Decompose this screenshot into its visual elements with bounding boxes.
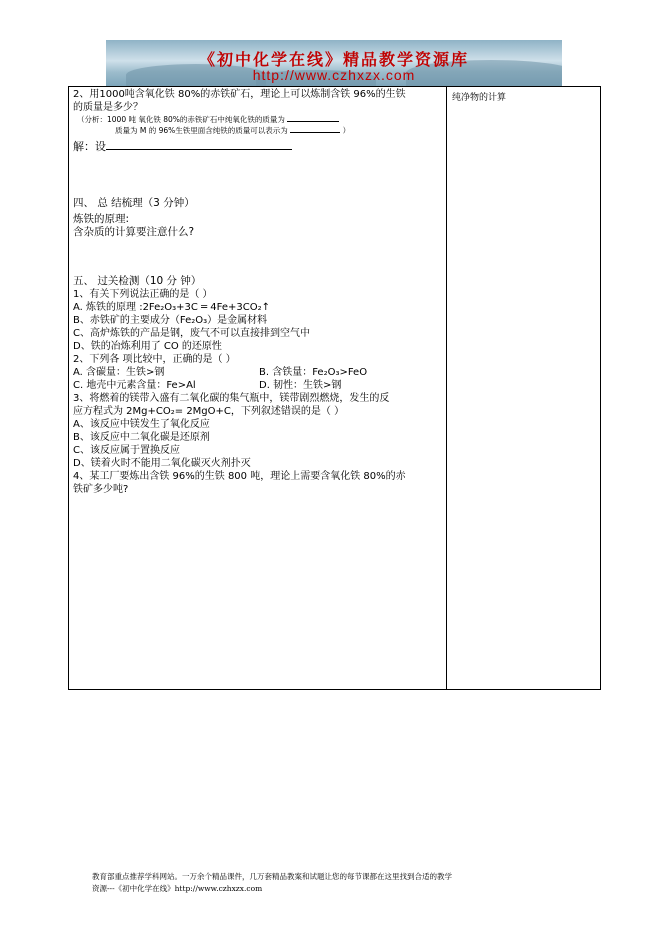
q2-line2: 的质量是多少？ [73, 102, 143, 113]
check-q3-option-b: B、该反应中二氧化碳是还原剂 [73, 432, 210, 443]
solve-text: 解：设 [73, 140, 106, 153]
check-q2: 2、下列各 项比较中，正确的是（ ） [73, 354, 236, 365]
check-heading: 五、 过关检测（10 分 钟） [73, 275, 202, 287]
q2-hint-line2 [73, 125, 443, 136]
hint2-text: 质量为 M 的 96%生铁里面含纯铁的质量可以表示为 [115, 126, 288, 135]
check-q2-option-d: D. 韧性：生铁>钢 [259, 380, 342, 391]
check-q2-row1 [73, 366, 443, 379]
check-q3-option-c: C、该反应属于置换反应 [73, 445, 180, 456]
footer-line2: 资源---《初中化学在线》http://www.czhxzx.com [92, 884, 263, 893]
main-column [73, 88, 443, 496]
check-q3-option-d: D、镁着火时不能用二氧化碳灭火剂扑灭 [73, 458, 251, 469]
check-q2-option-c: C. 地壳中元素含量：Fe>Al [73, 380, 196, 391]
check-q1-option-c: C、高炉炼铁的产品是钢，废气不可以直接排到空气中 [73, 328, 310, 339]
check-q3-option-a: A、该反应中镁发生了氧化反应 [73, 419, 210, 430]
check-q2-row2 [73, 379, 443, 392]
q2-line1: 2、用1000吨含氧化铁 80%的赤铁矿石，理论上可以炼制含铁 96%的生铁 [73, 89, 406, 100]
banner-url[interactable]: http://www.czhxzx.com [252, 67, 416, 83]
check-q3-line2: 应方程式为 2Mg+CO₂= 2MgO+C，下列叙述错误的是（ ） [73, 406, 345, 417]
solve-blank[interactable] [106, 149, 292, 150]
banner-title: 《初中化学在线》精品教学资源库 [198, 50, 469, 69]
hint1-text: （分析：1000 吨 氧化铁 80%的赤铁矿石中纯氧化铁的质量为 [77, 115, 285, 124]
check-q4-line2: 铁矿多少吨? [73, 484, 129, 495]
check-q2-option-a: A. 含碳量：生铁>钢 [73, 367, 165, 378]
check-q1: 1、有关下列说法正确的是（ ） [73, 289, 213, 300]
q2-hint-line1 [73, 114, 443, 125]
summary-item2: 含杂质的计算要注意什么? [73, 226, 195, 238]
column-divider [446, 86, 447, 690]
side-column [452, 90, 597, 103]
q2-solve-line [73, 140, 443, 153]
summary-item1: 炼铁的原理: [73, 213, 130, 225]
check-q1-option-b: B、赤铁矿的主要成分（Fe₂O₃）是金属材料 [73, 315, 268, 326]
hint2-end: ） [342, 126, 351, 135]
check-q1-option-a: A. 炼铁的原理 :2Fe₂O₃+3C ═ 4Fe+3CO₂↑ [73, 302, 270, 313]
check-q1-option-d: D、铁的冶炼利用了 CO 的还原性 [73, 341, 222, 352]
hint1-blank[interactable] [287, 121, 339, 122]
hint2-blank[interactable] [290, 132, 340, 133]
check-q2-option-b: B. 含铁量：Fe₂O₃>FeO [259, 367, 368, 378]
summary-heading: 四、 总 结梳理（3 分钟） [73, 197, 195, 209]
footer-line1: 教育部重点推荐学科网站。一万余个精品课件，几万套精品教案和试题让您的每节课都在这里找到合适的教学 [92, 872, 452, 881]
check-q4-line1: 4、某工厂要炼出含铁 96%的生铁 800 吨，理论上需要含氧化铁 80%的赤 [73, 471, 406, 482]
header-banner [106, 40, 562, 86]
page-footer [92, 871, 582, 895]
side-note: 纯净物的计算 [452, 93, 507, 103]
check-q3-line1: 3、将燃着的镁带入盛有二氧化碳的集气瓶中，镁带剧烈燃烧，发生的反 [73, 393, 390, 404]
